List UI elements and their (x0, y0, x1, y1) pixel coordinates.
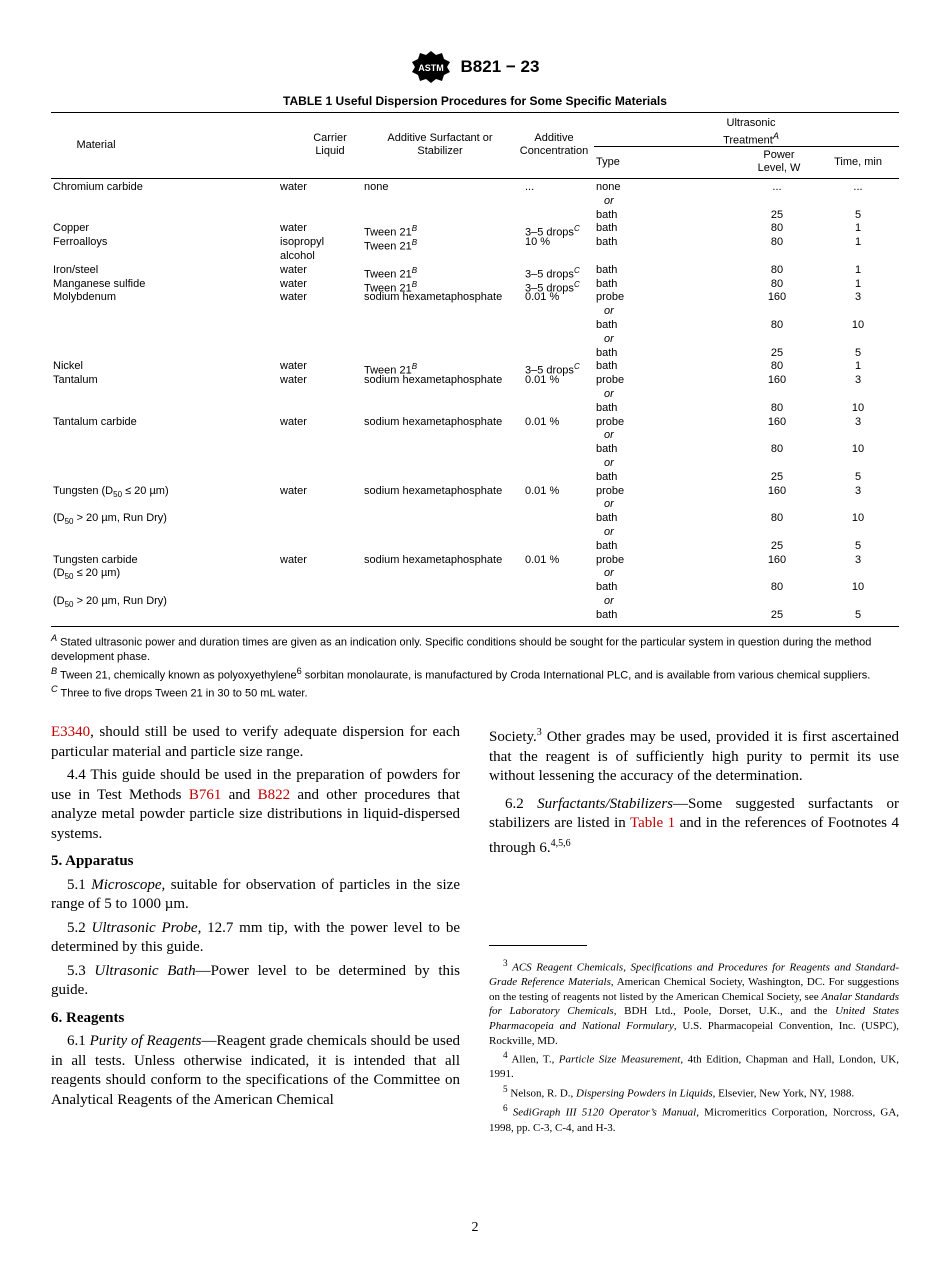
cell-material: ($D_{50} \le 20$ µm) (53, 567, 121, 582)
cell-type-or: or (604, 595, 614, 607)
cell-concentration: 3–5 drops$^C$ (525, 362, 580, 378)
cell-power: ... (772, 181, 782, 193)
cell-type-or: or (604, 429, 614, 442)
footnote-3: $^3$ ACS Reagent Chemicals, Specifications and Procedures for Reagents and Standard-Grade Reference Materials, American Chemical Society, Washington, DC. For suggestions on the testing of reagents not listed by the American Chemical Society, see Analar Standards for Laboratory Chemicals, BDH Ltd., Poole, Dorset, U.K., and the United States Pharmacopeia and National Formulary, U.S. Pharmacopeial Convention, Inc. (USPC), Rockville, MD. (489, 958, 899, 1047)
header-type: Type (596, 156, 620, 168)
cell-time: ... (853, 181, 863, 193)
cell-time: 3 (854, 484, 862, 497)
cell-type-or: or (604, 194, 614, 207)
cell-type: bath (596, 443, 618, 456)
cell-type-or: or (604, 498, 614, 511)
cell-time: 3 (854, 291, 862, 304)
cell-power: 160 (767, 415, 787, 428)
cell-additive: Tween $21^B$ (364, 224, 418, 240)
cell-carrier: water (280, 484, 307, 497)
cell-concentration: 0.01 % (525, 553, 560, 566)
right-column (489, 723, 899, 862)
header-time: Time, min (834, 156, 882, 168)
cell-additive: sodium hexametaphosphate (364, 553, 503, 566)
header-power-level: Power Level, W (757, 149, 801, 174)
cell-type-or: or (604, 526, 614, 538)
cell-carrier: isopropyl (280, 236, 325, 249)
cell-additive: Tween $21^B$ (364, 279, 418, 295)
cell-time: 5 (854, 208, 862, 221)
cell-type: probe (596, 415, 625, 428)
footnote-4: $^4$ Allen, T., Particle Size Measurement, 4th Edition, Chapman and Hall, London, UK, 1991. (489, 1050, 899, 1081)
cell-time: 10 (851, 443, 865, 456)
cell-time: 1 (854, 222, 862, 235)
footnote-6: $^6$ SediGraph III 5120 Operator’s Manual, Micromeritics Corporation, Norcross, GA, 1998, pp. C-3, C-4, and H-3. (489, 1103, 900, 1134)
cell-type: probe (596, 374, 625, 387)
cell-type: bath (596, 608, 618, 621)
cell-time: 1 (854, 360, 862, 373)
cell-type-or: or (604, 567, 614, 580)
cell-power: 80 (770, 236, 784, 249)
section-heading-reagents: 6. Reagents (51, 1009, 125, 1026)
cell-material: Copper (53, 222, 90, 235)
cell-concentration: 10 % (525, 236, 551, 249)
cell-time: 3 (854, 415, 862, 428)
page-header (0, 50, 950, 84)
cell-power: 160 (767, 374, 787, 387)
cell-type: bath (596, 581, 618, 594)
cell-material: Tantalum (53, 374, 98, 387)
cell-power: 80 (770, 443, 784, 456)
cell-concentration: 0.01 % (525, 415, 560, 428)
link-b761[interactable]: B761 (188, 786, 222, 803)
section-heading-apparatus: 5. Apparatus (51, 853, 134, 869)
cell-type-or: or (604, 388, 614, 400)
footnote-separator (489, 945, 587, 946)
cell-type: probe (596, 553, 625, 566)
cell-power: 80 (770, 401, 784, 414)
cell-material: ($D_{50} > 20$ µm, Run Dry) (53, 512, 167, 527)
cell-type: none (596, 181, 621, 193)
cell-type: bath (596, 512, 618, 525)
table-top-rule (51, 112, 899, 113)
cell-carrier: water (280, 374, 307, 387)
cell-power: 80 (770, 222, 784, 235)
cell-power: 80 (770, 581, 784, 594)
paragraph-5-2: 5.2 Ultrasonic Probe, 12.7 mm tip, with the power level to be determined by this guide. (51, 919, 460, 955)
header-additive: Additive Surfactant or Stabilizer (387, 132, 493, 157)
cell-power: 25 (770, 470, 784, 483)
cell-power: 80 (770, 263, 784, 276)
cell-time: 5 (854, 346, 862, 359)
cell-material: Chromium carbide (53, 181, 143, 193)
table-header-rule (51, 178, 899, 179)
paragraph-5-3: 5.3 Ultrasonic Bath—Power level to be determined by this guide. (51, 962, 461, 998)
header-material: Material (76, 139, 116, 151)
cell-carrier: water (280, 553, 307, 566)
page-footnotes (489, 956, 899, 1135)
dispersion-table (51, 112, 899, 628)
paragraph-4-4: 4.4 This guide should be used in the preparation of powders for use in Test Methods B761 and B822 and other procedures that analyze metal powder particle size distributions in liquid-dispersed systems. (51, 767, 460, 842)
header-carrier-liquid: Carrier Liquid (313, 132, 347, 157)
paragraph-6-2: 6.2 Surfactants/Stabilizers—Some suggested surfactants or stabilizers are listed in Table 1 and in the references of Footnotes 4 through 6.$^{4,5,6}$ (489, 795, 900, 856)
cell-time: 10 (851, 512, 865, 525)
cell-type: bath (596, 236, 618, 249)
left-column (51, 723, 460, 1114)
cell-time: 5 (854, 539, 862, 552)
cell-type: bath (596, 222, 618, 235)
cell-power: 80 (770, 512, 784, 525)
cell-additive: sodium hexametaphosphate (364, 374, 503, 387)
astm-logo-icon (411, 50, 451, 84)
cell-type-or: or (604, 305, 614, 318)
cell-carrier: water (280, 415, 307, 428)
cell-concentration: ... (525, 181, 535, 193)
cell-additive: sodium hexametaphosphate (364, 291, 503, 304)
cell-time: 1 (854, 277, 862, 290)
cell-material: ($D_{50} > 20$ µm, Run Dry) (53, 595, 167, 610)
link-table-1[interactable]: Table 1 (630, 815, 676, 831)
cell-type: bath (596, 263, 618, 276)
cell-carrier: water (280, 181, 307, 193)
cell-type: bath (596, 401, 618, 414)
cell-type: bath (596, 346, 618, 359)
cell-material: Ferroalloys (53, 236, 108, 249)
cell-material: Manganese sulfide (53, 277, 146, 290)
cell-type: probe (596, 291, 625, 304)
paragraph-continuation: E3340, should still be used to verify adequate dispersion for each particular material and particle size range. (51, 724, 460, 760)
page-number: 2 (471, 1220, 479, 1235)
cell-type: bath (596, 319, 618, 331)
svg-text:ASTM: ASTM (417, 63, 444, 73)
link-e3340[interactable]: E3340 (51, 724, 91, 740)
cell-additive: sodium hexametaphosphate (364, 484, 503, 497)
cell-concentration: 3–5 drops$^C$ (525, 265, 580, 281)
cell-type: bath (596, 470, 618, 483)
cell-power: 160 (767, 484, 787, 497)
paragraph-5-1: 5.1 Microscope, suitable for observation of particles in the size range of 5 to 1000 µm. (51, 876, 460, 912)
cell-time: 10 (851, 319, 865, 331)
paragraph-6-1: 6.1 Purity of Reagents—Reagent grade chemicals should be used in all tests. Unless otherwise indicated, it is intended that all reagents should conform to the specifications of the Committee on Analytical Reagents of the American Chemical (51, 1033, 460, 1108)
cell-concentration: 0.01 % (525, 374, 560, 387)
cell-power: 80 (770, 277, 784, 290)
table-footnote-c: $^C$ Three to five drops Tween 21 in 30 to 50 mL water. (51, 684, 308, 700)
cell-carrier: water (280, 222, 307, 235)
cell-material: Tantalum carbide (53, 415, 137, 428)
table-caption: TABLE 1 Useful Dispersion Procedures for Some Specific Materials (283, 94, 667, 108)
cell-material: Tungsten carbide (53, 553, 138, 566)
cell-time: 10 (851, 401, 865, 414)
cell-carrier: water (280, 360, 307, 373)
cell-type: bath (596, 208, 618, 221)
cell-carrier: water (280, 263, 307, 276)
cell-concentration: 3–5 drops$^C$ (525, 224, 580, 240)
cell-concentration: 3–5 drops$^C$ (525, 279, 580, 295)
table-footnote-b: $^B$ Tween 21, chemically known as polyoxyethylene$^6$ sorbitan monolaurate, is manufactured by Croda International PLC, and is available from various chemical suppliers. (51, 665, 871, 682)
cell-time: 5 (854, 608, 862, 621)
cell-type: bath (596, 277, 618, 290)
cell-time: 1 (854, 236, 862, 249)
cell-time: 5 (854, 470, 862, 483)
cell-type-or: or (604, 457, 614, 469)
cell-carrier: water (280, 291, 307, 304)
cell-carrier: alcohol (280, 250, 315, 262)
cell-time: 3 (854, 374, 862, 387)
table-footnotes (51, 631, 901, 701)
paragraph-6-1-continued: Society.$^3$ Other grades may be used, provided it is first ascertained that the reagent is of sufficiently high purity to permit its use without lessening the accuracy of the determination. (489, 727, 899, 784)
cell-concentration: 0.01 % (525, 484, 560, 497)
cell-type: bath (596, 539, 618, 552)
cell-time: 1 (854, 263, 862, 276)
cell-type: probe (596, 484, 625, 497)
cell-type: bath (596, 360, 618, 373)
header-ultrasonic-treatment: Ultrasonic Treatment$^A$ (723, 117, 779, 147)
cell-additive: Tween $21^B$ (364, 362, 418, 378)
footnote-5: $^5$ Nelson, R. D., Dispersing Powders in Liquids, Elsevier, New York, NY, 1988. (503, 1084, 855, 1100)
cell-carrier: water (280, 277, 307, 290)
table-bottom-rule (51, 626, 899, 627)
cell-power: 80 (770, 360, 784, 373)
cell-material: Iron/steel (53, 263, 99, 276)
cell-power: 160 (767, 291, 787, 304)
cell-additive: Tween $21^B$ (364, 238, 418, 253)
cell-additive: Tween $21^B$ (364, 265, 418, 281)
cell-material: Molybdenum (53, 291, 116, 304)
cell-power: 25 (770, 346, 784, 359)
cell-power: 25 (770, 208, 784, 221)
table-footnote-a: $^A$ Stated ultrasonic power and duration times are given as an indication only. Specific conditions should be sought for the particular system in question during the method development phase. (51, 633, 872, 663)
cell-power: 25 (770, 608, 784, 621)
cell-additive: sodium hexametaphosphate (364, 415, 503, 428)
cell-power: 25 (770, 539, 784, 552)
cell-time: 10 (851, 581, 865, 594)
cell-power: 160 (767, 553, 787, 566)
cell-power: 80 (770, 319, 784, 331)
header-concentration: Additive Concentration (519, 132, 589, 157)
cell-time: 3 (854, 553, 862, 566)
cell-additive: none (364, 181, 389, 193)
cell-type-or: or (604, 332, 614, 345)
cell-material: Tungsten ($D_{50} \le 20$ µm) (53, 484, 169, 499)
cell-concentration: 0.01 % (525, 291, 560, 304)
cell-material: Nickel (53, 360, 83, 373)
document-designation: B821 − 23 (460, 57, 540, 76)
link-b822[interactable]: B822 (257, 786, 291, 803)
